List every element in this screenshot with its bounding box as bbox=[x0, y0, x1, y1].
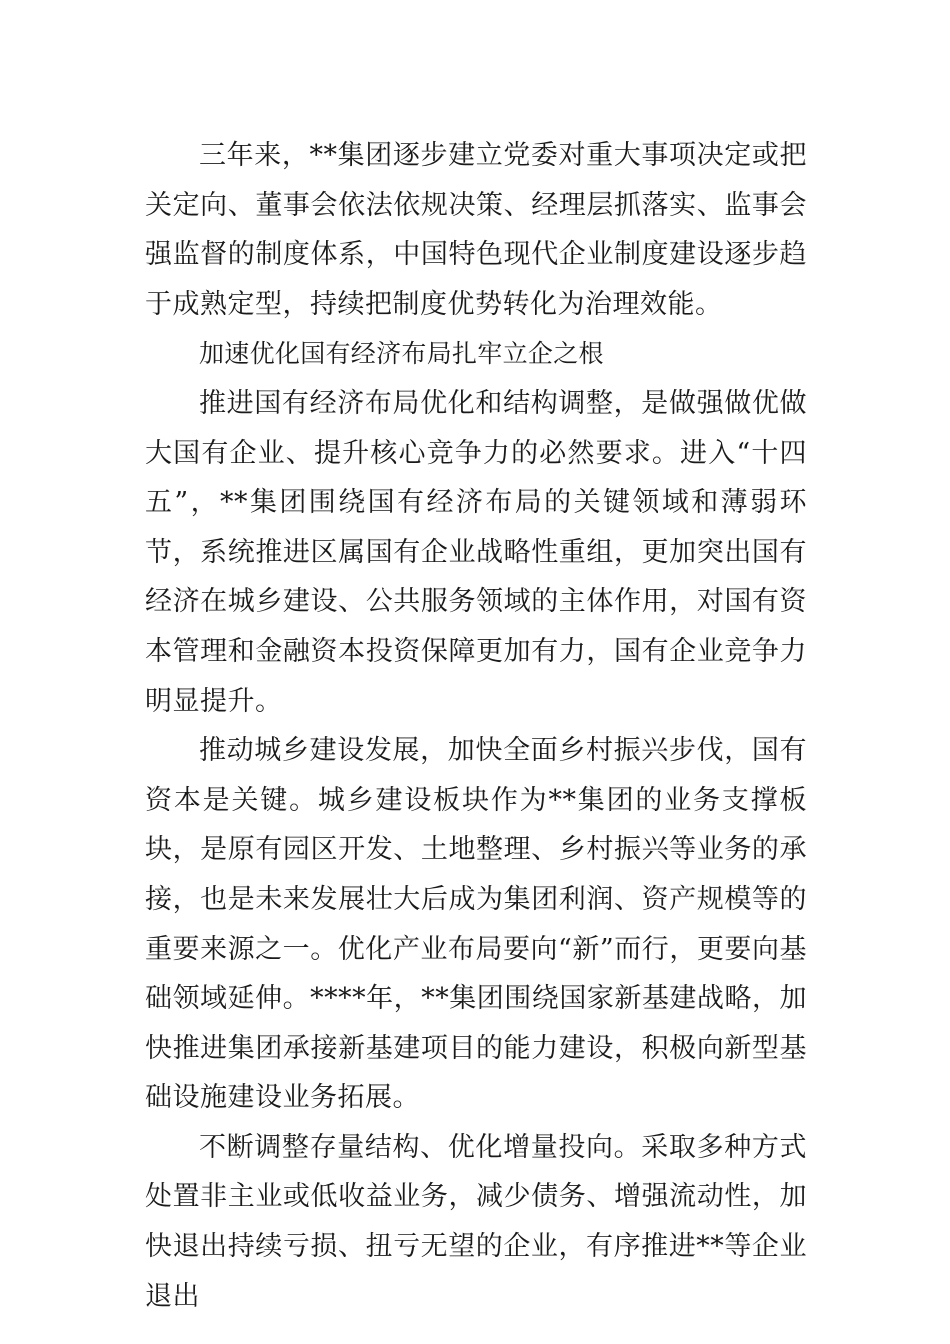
document-body bbox=[145, 131, 807, 1321]
section-heading: 加速优化国有经济布局扎牢立企之根 bbox=[199, 339, 604, 369]
paragraph-layout-optimization: 推进国有经济布局优化和结构调整，是做强做优做大国有企业、提升核心竞争力的必然要求。进入“十四五”，**集团围绕国有经济布局的关键领域和薄弱环节，系统推进区属国有企业战略性重组，更加突出国有经济在城乡建设、公共服务领域的主体作用，对国有资本管理和金融资本投资保障更加有力，国有企业竞争力明显提升。 bbox=[145, 387, 807, 717]
paragraph-urban-rural-construction: 推动城乡建设发展，加快全面乡村振兴步伐，国有资本是关键。城乡建设板块作为**集团的业务支撑板块，是原有园区开发、土地整理、乡村振兴等业务的承接，也是未来发展壮大后成为集团利润、资产规模等的重要来源之一。优化产业布局要向“新”而行，更要向基础领域延伸。****年，**集团围绕国家新基建战略，加快推进集团承接新基建项目的能力建设，积极向新型基础设施建设业务拓展。 bbox=[145, 735, 807, 1114]
paragraph-structure-adjustment: 不断调整存量结构、优化增量投向。采取多种方式处置非主业或低收益业务，减少债务、增强流动性，加快退出持续亏损、扭亏无望的企业，有序推进**等企业退出 bbox=[145, 1131, 807, 1312]
paragraph-governance: 三年来，**集团逐步建立党委对重大事项决定或把关定向、董事会依法依规决策、经理层抓落实、监事会强监督的制度体系，中国特色现代企业制度建设逐步趋于成熟定型，持续把制度优势转化为治理效能。 bbox=[145, 140, 807, 320]
